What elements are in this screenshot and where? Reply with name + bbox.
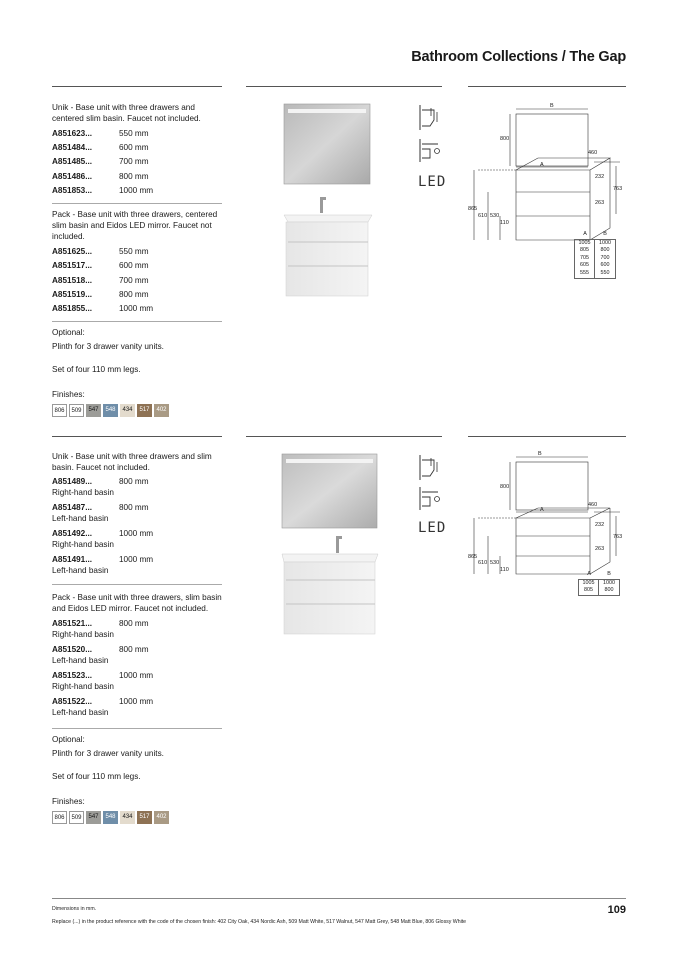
dim-label-110: 110 xyxy=(500,220,509,226)
finish-swatch-806[interactable]: 806 xyxy=(52,404,67,417)
dim-label-530: 530 xyxy=(490,213,500,219)
divider xyxy=(52,203,222,204)
s1-p2-item-1 xyxy=(52,260,149,271)
dim-label-800: 800 xyxy=(500,136,510,142)
s1-optional-label: Optional: xyxy=(52,328,85,337)
dim-label-800: 800 xyxy=(500,484,510,490)
mirror xyxy=(282,454,377,528)
s1-product2-description: Pack - Base unit with three drawers, centered slim basin and Eidos LED mirror. Faucet not included. xyxy=(52,210,218,241)
s2-product2-description: Pack - Base unit with three drawers, slim basin and Eidos LED mirror. Faucet not included. xyxy=(52,593,222,613)
product-size: 1000 mm xyxy=(119,304,154,313)
s1-p1-item-1 xyxy=(52,142,149,153)
product-note: Left-hand basin xyxy=(52,708,109,717)
faucet-handle xyxy=(320,197,326,200)
dims-cell: 700 xyxy=(600,254,610,261)
product-size: 800 mm xyxy=(119,290,149,299)
s1-p2-item-3 xyxy=(52,289,149,300)
product-note: Right-hand basin xyxy=(52,488,114,497)
product-code: A851491... xyxy=(52,555,93,564)
mirror-led-strip xyxy=(286,459,373,463)
product-code: A851522... xyxy=(52,697,93,706)
basin xyxy=(284,215,372,222)
product-note: Left-hand basin xyxy=(52,566,109,575)
dims-table-row xyxy=(574,239,616,279)
cabinet xyxy=(286,222,368,296)
dim-label-b: B xyxy=(550,103,554,109)
dims-header-a: A xyxy=(587,571,591,577)
dims-cell: 805 xyxy=(575,247,595,255)
product-size: 800 mm xyxy=(119,172,149,181)
dim-label-b: B xyxy=(538,451,542,457)
product-note: Left-hand basin xyxy=(52,514,109,523)
finish-swatch-509[interactable]: 509 xyxy=(69,811,84,824)
dims-cell: 550 xyxy=(600,269,610,276)
page-number: 109 xyxy=(607,904,626,916)
product-code: A851855... xyxy=(52,304,93,313)
finish-swatch-547[interactable]: 547 xyxy=(86,404,101,417)
product-size: 700 mm xyxy=(119,157,149,166)
product-size: 800 mm xyxy=(119,477,149,486)
dim-label-232: 232 xyxy=(595,174,605,180)
product-code: A851623... xyxy=(52,129,93,138)
connector xyxy=(435,149,440,154)
product-size: 800 mm xyxy=(119,619,149,628)
s1-p2-item-2 xyxy=(52,275,149,286)
finish-swatch-434[interactable]: 434 xyxy=(120,811,135,824)
installation-icon xyxy=(418,486,444,512)
footer-rule xyxy=(52,898,626,899)
s1-p1-item-2 xyxy=(52,156,149,167)
wall-hung-icon xyxy=(418,454,442,482)
s1-p1-item-0 xyxy=(52,128,149,139)
dims-cell: 1005 xyxy=(575,240,595,248)
section1-column1-rule xyxy=(52,86,222,87)
product-size: 800 mm xyxy=(119,645,149,654)
dims-cell: 705 xyxy=(575,255,595,263)
dims-header-a: A xyxy=(583,231,587,237)
product-code: A851518... xyxy=(52,276,93,285)
product-code: A851489... xyxy=(52,477,93,486)
dim-label-865: 865 xyxy=(468,206,478,212)
dim-label-610: 610 xyxy=(478,560,488,566)
section2-column3-rule xyxy=(468,436,626,437)
faucet-handle xyxy=(336,536,342,539)
s1-p2-item-4 xyxy=(52,303,153,314)
finish-swatch-402[interactable]: 402 xyxy=(154,404,169,417)
finish-swatch-517[interactable]: 517 xyxy=(137,811,152,824)
finish-swatch-547[interactable]: 547 xyxy=(86,811,101,824)
drawing-cabinet xyxy=(516,508,610,574)
dims-table-header xyxy=(578,571,620,579)
divider xyxy=(52,728,222,729)
dim-label-763: 763 xyxy=(613,186,623,192)
dims-cell: 1005 xyxy=(579,580,599,588)
product-code: A851485... xyxy=(52,157,93,166)
dims-cell: 805 xyxy=(579,587,599,595)
section1-column2-rule xyxy=(246,86,442,87)
dim-label-460: 460 xyxy=(588,502,598,508)
dim-label-865: 865 xyxy=(468,554,478,560)
finish-swatch-548[interactable]: 548 xyxy=(103,811,118,824)
product-code: A851484... xyxy=(52,143,93,152)
dims-header-b: B xyxy=(607,571,611,577)
dims-cell: 800 xyxy=(604,587,614,594)
product-size: 550 mm xyxy=(119,247,149,256)
mirror-led-strip xyxy=(288,109,366,113)
finish-swatch-517[interactable]: 517 xyxy=(137,404,152,417)
s1-product1-description: Unik - Base unit with three drawers and centered slim basin. Faucet not included. xyxy=(52,103,201,123)
product-size: 1000 mm xyxy=(119,555,154,564)
connector xyxy=(435,497,440,502)
product-code: A851487... xyxy=(52,503,93,512)
footer-replace-note: Replace (...) in the product reference with the code of the chosen finish: 402 City Oak, 434 Nordic Ash, 509 Matt White, 517 Walnut, 547 Matt Grey, 548 Matt Blue, 806 Glossy White xyxy=(52,919,467,925)
dim-label-110: 110 xyxy=(500,567,509,573)
s2-optional-plinth: Plinth for 3 drawer vanity units. xyxy=(52,749,164,758)
s1-optional-legs: Set of four 110 mm legs. xyxy=(52,365,141,374)
finish-swatch-434[interactable]: 434 xyxy=(120,404,135,417)
dim-label-232: 232 xyxy=(595,522,605,528)
s1-product-photo xyxy=(284,104,374,300)
s2-product-photo xyxy=(280,454,380,640)
finish-swatch-402[interactable]: 402 xyxy=(154,811,169,824)
section1-column3-rule xyxy=(468,86,626,87)
s2-optional-label: Optional: xyxy=(52,735,85,744)
product-size: 800 mm xyxy=(119,503,149,512)
product-size: 600 mm xyxy=(119,261,149,270)
product-code: A851520... xyxy=(52,645,93,654)
s2-finishes-swatches xyxy=(52,811,172,824)
s2-p1-item-0 xyxy=(52,476,149,498)
s2-technical-drawing xyxy=(470,450,626,578)
dims-cell: 1000 xyxy=(599,239,611,246)
dim-label-610: 610 xyxy=(478,213,488,219)
product-size: 550 mm xyxy=(119,129,149,138)
s1-dims-table xyxy=(574,231,616,279)
section2-column2-rule xyxy=(246,436,442,437)
finish-swatch-806[interactable]: 806 xyxy=(52,811,67,824)
dim-label-530: 530 xyxy=(490,560,500,566)
finish-swatch-509[interactable]: 509 xyxy=(69,404,84,417)
s2-p1-item-1 xyxy=(52,502,149,524)
dims-cell: 1000 xyxy=(603,579,615,586)
product-size: 1000 mm xyxy=(119,697,154,706)
unit-shape xyxy=(422,460,434,476)
dims-cell: 555 xyxy=(575,270,595,278)
s1-p2-item-0 xyxy=(52,246,149,257)
led-icon: LED xyxy=(418,174,447,190)
s2-dims-table xyxy=(578,571,620,596)
mirror xyxy=(284,104,370,184)
product-size: 1000 mm xyxy=(119,529,154,538)
dim-label-763: 763 xyxy=(613,534,623,540)
product-note: Right-hand basin xyxy=(52,630,114,639)
dim-label-460: 460 xyxy=(588,150,598,156)
drawing-cabinet xyxy=(516,158,610,240)
dim-label-263: 263 xyxy=(595,546,605,552)
dims-table-header xyxy=(574,231,616,239)
section2-column1-rule xyxy=(52,436,222,437)
product-note: Right-hand basin xyxy=(52,540,114,549)
divider xyxy=(52,321,222,322)
dims-cell: 605 xyxy=(575,262,595,270)
product-size: 600 mm xyxy=(119,143,149,152)
bracket xyxy=(422,144,438,158)
product-note: Left-hand basin xyxy=(52,656,109,665)
s1-finishes-label: Finishes: xyxy=(52,390,85,399)
s2-p2-item-0 xyxy=(52,618,149,640)
product-note: Right-hand basin xyxy=(52,682,114,691)
product-code: A851853... xyxy=(52,186,93,195)
s2-p1-item-3 xyxy=(52,554,153,576)
s2-finishes-label: Finishes: xyxy=(52,797,85,806)
product-code: A851486... xyxy=(52,172,93,181)
product-code: A851519... xyxy=(52,290,93,299)
s1-p1-item-3 xyxy=(52,171,149,182)
bracket xyxy=(422,492,438,506)
dim-label-263: 263 xyxy=(595,200,605,206)
footer-dimensions-note: Dimensions in mm. xyxy=(52,906,97,912)
product-code: A851517... xyxy=(52,261,93,270)
product-size: 1000 mm xyxy=(119,671,154,680)
dims-table-row xyxy=(578,579,620,596)
dim-label-a: A xyxy=(540,162,544,168)
s2-p2-item-3 xyxy=(52,696,153,718)
s1-p1-item-4 xyxy=(52,185,153,196)
dims-cell: 800 xyxy=(600,247,610,254)
dims-cell: 600 xyxy=(600,262,610,269)
wall-hung-icon xyxy=(418,104,442,132)
dims-header-b: B xyxy=(603,231,607,237)
dim-label-a: A xyxy=(540,507,544,513)
divider xyxy=(52,584,222,585)
led-icon: LED xyxy=(418,520,447,536)
cabinet xyxy=(284,562,375,634)
product-code: A851625... xyxy=(52,247,93,256)
product-code: A851523... xyxy=(52,671,93,680)
basin xyxy=(282,554,378,562)
product-size: 1000 mm xyxy=(119,186,154,195)
s2-p1-item-2 xyxy=(52,528,153,550)
product-code: A851521... xyxy=(52,619,93,628)
s1-finishes-swatches xyxy=(52,404,172,417)
s2-optional-legs: Set of four 110 mm legs. xyxy=(52,772,141,781)
unit-shape xyxy=(422,110,434,126)
s2-p2-item-1 xyxy=(52,644,149,666)
installation-icon xyxy=(418,138,444,164)
page-title: Bathroom Collections / The Gap xyxy=(411,49,626,65)
finish-swatch-548[interactable]: 548 xyxy=(103,404,118,417)
product-code: A851492... xyxy=(52,529,93,538)
s2-product1-description: Unik - Base unit with three drawers and slim basin. Faucet not included. xyxy=(52,452,212,472)
drawing-mirror xyxy=(516,462,588,510)
s2-p2-item-2 xyxy=(52,670,153,692)
s1-optional-plinth: Plinth for 3 drawer vanity units. xyxy=(52,342,164,351)
product-size: 700 mm xyxy=(119,276,149,285)
